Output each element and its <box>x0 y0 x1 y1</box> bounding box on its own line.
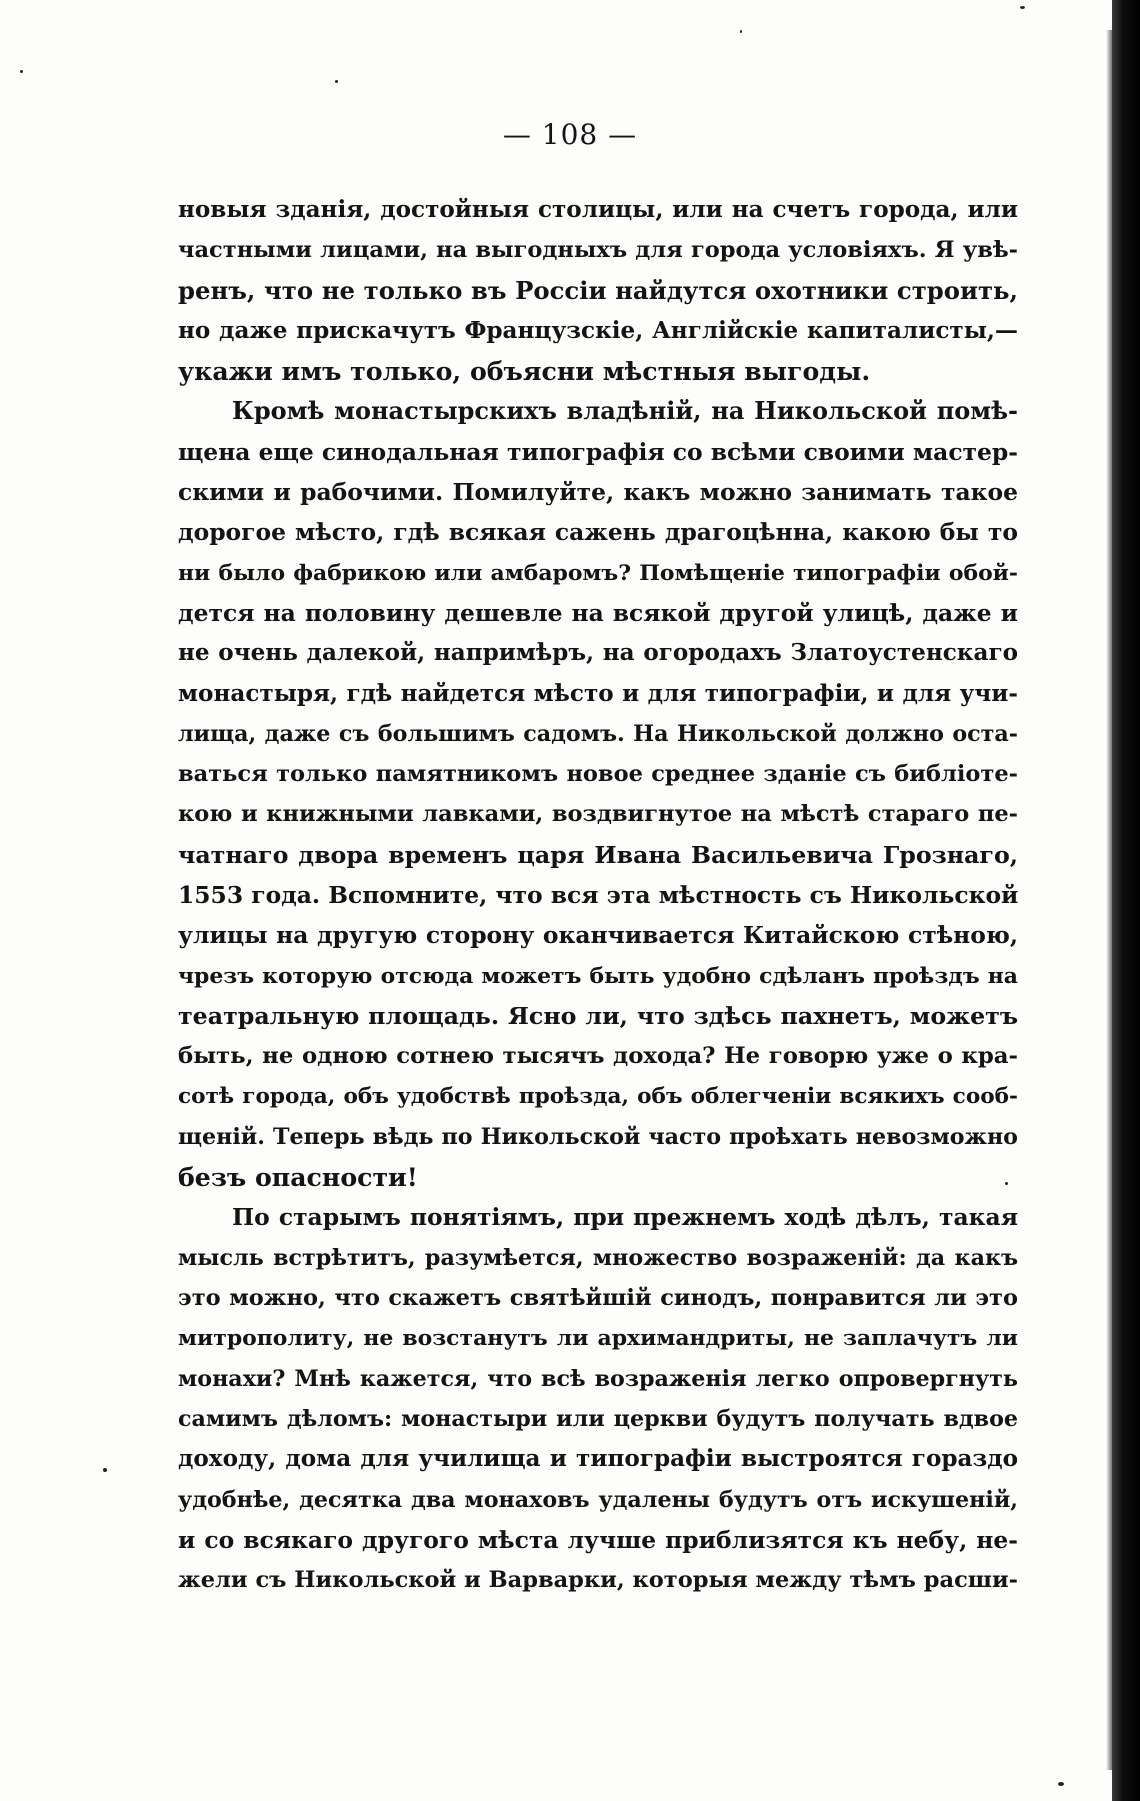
text-line: 1553 года. Вспомните, что вся эта мѣстность съ Никольской <box>178 881 1018 910</box>
text-line: частными лицами, на выгодныхъ для города условіяхъ. Я увѣ- <box>178 237 1018 264</box>
paragraph <box>178 190 1018 391</box>
text-line: и со всякаго другого мѣста лучше приблизятся къ небу, не- <box>178 1525 1018 1554</box>
text-line: это можно, что скажетъ святѣйшій синодъ, понравится ли это <box>178 1285 1018 1312</box>
binding-edge <box>1112 0 1140 1801</box>
text-line: митрополиту, не возстанутъ ли архимандриты, не заплачутъ ли <box>178 1325 1018 1352</box>
binding-shadow <box>1106 30 1112 1770</box>
text-line: удобнѣе, десятка два монаховъ удалены будутъ отъ искушеній, <box>178 1486 1018 1513</box>
scan-speck <box>740 30 742 33</box>
text-line: быть, не одною сотнею тысячъ дохода? Не говорю уже о кра- <box>178 1043 1018 1070</box>
text-line: ни было фабрикою или амбаромъ? Помѣщеніе типографіи обой- <box>178 559 1018 586</box>
page-text <box>178 190 1018 1600</box>
scan-speck <box>1058 1782 1064 1786</box>
scan-speck <box>20 70 23 73</box>
text-line: но даже прискачутъ Французскіе, Англійскіе капиталисты,— <box>178 316 1018 344</box>
scan-speck <box>1020 6 1025 9</box>
text-line: щена еще синодальная типографія со всѣми своими мастер- <box>178 437 1018 466</box>
text-line: дется на половину дешевле на всякой другой улицѣ, даже и <box>178 598 1018 627</box>
text-line: сотѣ города, объ удобствѣ проѣзда, объ облегченіи всякихъ сооб- <box>178 1083 1018 1109</box>
text-line: улицы на другую сторону оканчивается Китайскою стѣною, <box>178 921 1018 950</box>
text-line: мысль встрѣтитъ, разумѣется, множество возраженій: да какъ <box>178 1244 1018 1271</box>
text-line: ренъ, что не только въ Россіи найдутся охотники строить, <box>178 275 1018 305</box>
text-line: По старымъ понятіямъ, при прежнемъ ходѣ дѣлъ, такая <box>232 1203 1018 1232</box>
scan-speck <box>335 80 338 83</box>
paragraph <box>178 391 1018 1197</box>
text-line: самимъ дѣломъ: монастыри или церкви будутъ получать вдвое <box>178 1405 1018 1432</box>
text-line: новыя зданія, достойныя столицы, или на счетъ города, или <box>178 196 1018 223</box>
text-line: театральную площадь. Ясно ли, что здѣсь пахнетъ, можетъ <box>178 1001 1018 1030</box>
text-line: не очень далекой, напримѣръ, на огородахъ Златоустенскаго <box>178 639 1018 667</box>
scan-speck <box>103 1468 107 1472</box>
text-line: чатнаго двора временъ царя Ивана Васильевича Грознаго, <box>178 840 1018 869</box>
text-line: кою и книжными лавками, воздвигнутое на мѣстѣ стараго пе- <box>178 801 1018 828</box>
text-line: Кромѣ монастырскихъ владѣній, на Никольской помѣ- <box>232 396 1018 426</box>
text-line: ваться только памятникомъ новое среднее зданіе съ библіоте- <box>178 761 1018 788</box>
page-number: — 108 — <box>502 118 638 151</box>
paragraph <box>178 1197 1018 1600</box>
text-line: скими и рабочими. Помилуйте, какъ можно занимать такое <box>178 478 1018 507</box>
text-line: укажи имъ только, объясни мѣстныя выгоды. <box>178 356 871 387</box>
text-line: доходу, дома для училища и типографіи выстроятся гораздо <box>178 1445 1018 1473</box>
text-line: щеній. Теперь вѣдь по Никольской часто проѣхать невозможно <box>178 1123 1018 1150</box>
text-line: монастыря, гдѣ найдется мѣсто и для типографіи, и для учи- <box>178 679 1018 707</box>
text-line: чрезъ которую отсюда можетъ быть удобно сдѣланъ проѣздъ на <box>178 962 1018 989</box>
text-line: лища, даже съ большимъ садомъ. На Никольской должно оста- <box>178 720 1018 747</box>
text-line: дорогое мѣсто, гдѣ всякая сажень драгоцѣнна, какою бы то <box>178 518 1018 547</box>
text-line: монахи? Мнѣ кажется, что всѣ возраженія легко опровергнуть <box>178 1365 1018 1392</box>
text-line: безъ опасности! <box>178 1162 418 1193</box>
text-line: жели съ Никольской и Варварки, которыя между тѣмъ расши- <box>178 1567 1018 1594</box>
